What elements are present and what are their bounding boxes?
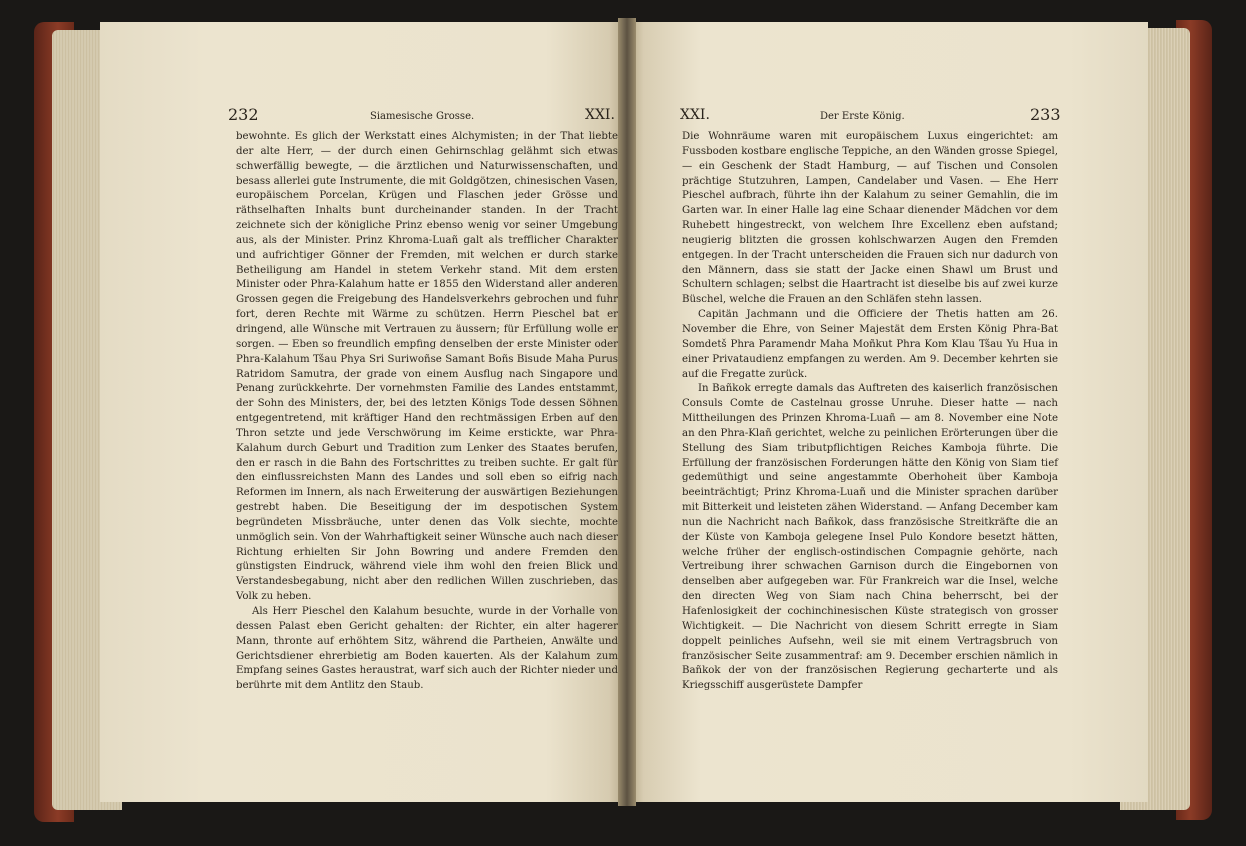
left-chapter-number: XXI. xyxy=(585,107,615,123)
right-paragraph-1: Die Wohnräume waren mit europäischem Luxus eingerichtet: am Fussboden kostbare englische Teppiche, an den Wänden grosse Spiegel, — ein Geschenk der Stadt Hamburg, — auf Tischen und Consolen prächtige Stutzuhren, Lampen, Candelaber und Vasen. — Ehe Herr Pieschel aufbrach, führte ihn der Kalahum zu seiner Gemahlin, die im Garten war. In einer Halle lag eine Schaar dienender Mädchen vor dem Ruhebett hingestreckt, von welchem Ihre Excellenz eben aufstand; neugierig blitzten die grossen kohlschwarzen Augen den Fremden entgegen. In der Tracht unterscheiden die Frauen sich nur dadurch von den Männern, dass sie statt der Jacke einen Shawl um Brust und Schultern schlagen; selbst die Haartracht ist dieselbe bis auf zwei kurze Büschel, welche die Frauen an den Schläfen stehn lassen. xyxy=(682,131,1058,306)
book-gutter xyxy=(618,18,636,806)
left-page xyxy=(100,22,625,802)
left-paragraph-1: bewohnte. Es glich der Werkstatt eines Alchymisten; in der That liebte der alte Herr, — der durch einen Gehirnschlag gelähmt sich etwas schwerfällig bewegte, — die ärztlichen und Naturwissenschaften, und besass allerlei gute Instrumente, die mit Goldgötzen, chinesischen Vasen, europäischem Porcelan, Krügen und Flaschen jeder Grösse und räthselhaften Inhalts bunt durcheinander standen. In der Tracht zeichnete sich der königliche Prinz ebenso wenig vor seiner Umgebung aus, als der Minister. Prinz Khroma-Luañ galt als trefflicher Charakter und aufrichtiger Gönner der Fremden, mit welchen er durch starke Betheiligung am Handel in stetem Verkehr stand. Mit dem ersten Minister oder Phra-Kalahum hatte er 1855 den Widerstand aller anderen Grossen gegen die Freigebung des Handelsverkehrs gebrochen und fuhr fort, deren Rechte mit Wärme zu schützen. Herrn Pieschel bat er dringend, alle Wünsche mit Vertrauen zu äussern; für Erfüllung wolle er sorgen. — Eben so freundlich empfing denselben der erste Minister oder Phra-Kalahum Tšau Phya Sri Suriwoñse Samant Boñs Bisude Maha Purus Ratridom Samutra, der grade von einem Ausflug nach Singapore und Penang zurückkehrte. Der vornehmsten Familie des Landes entstammt, der Sohn des Ministers, der, bei des letzten Königs Tode dessen Söhnen entgegentretend, mit kräftiger Hand den rechtmässigen Erben auf den Thron setzte und jede Verschwörung im Keime erstickte, war Phra-Kalahum durch Geburt und Tradition zum Lenker des Staates berufen, den er rasch in die Bahn des Fortschrittes zu treiben suchte. Er galt für den einflussreichsten Mann des Landes und soll eben so eifrig nach Reformen im Innern, als nach Erweiterung der auswärtigen Beziehungen gestrebt haben. Die Beseitigung der im despotischen System begründeten Missbräuche, unter denen das Volk siechte, mochte unmöglich sein. Von der Wahrhaftigkeit seiner Wünsche auch nach dieser Richtung erhielten Sir John Bowring und andere Fremden den günstigsten Eindruck, während viele ihm wohl den freien Blick und Verstandesbegabung, nicht aber den redlichen Willen zuschrieben, das Volk zu heben. xyxy=(236,131,618,603)
right-page-header xyxy=(628,105,1148,127)
right-page-number: 233 xyxy=(1030,105,1061,124)
left-page-body xyxy=(236,130,618,694)
left-page-header xyxy=(100,105,625,127)
right-running-head: Der Erste König. xyxy=(820,111,905,122)
right-chapter-number: XXI. xyxy=(680,107,710,123)
right-paragraph-3: In Bañkok erregte damals das Auftreten des kaiserlich französischen Consuls Comte de Castelnau grosse Unruhe. Dieser hatte — nach Mittheilungen des Prinzen Khroma-Luañ — am 8. November eine Note an den Phra-Klañ gerichtet, welche zu peinlichen Erörterungen über die Stellung des Siam tributpflichtigen Reiches Kamboja führte. Die Erfüllung der französischen Forderungen hätte den König von Siam tief gedemüthigt und seine angestammte Oberhoheit über Kamboja beeinträchtigt; Prinz Khroma-Luañ und die Minister sprachen darüber mit Bitterkeit und leisteten zähen Widerstand. — Anfang December kam nun die Nachricht nach Bañkok, dass französische Streitkräfte die an der Küste von Kamboja gelegene Insel Pulo Kondore besetzt hätten, welche früher der englisch-ostindischen Compagnie gehörte, nach Vertreibung ihrer schwachen Garnison durch die Eingebornen von denselben aber aufgegeben war. Für Frankreich war die Insel, welche den directen Weg von Siam nach China beherrscht, bei der Hafenlosigkeit der cochinchinesischen Küste strategisch von grosser Wichtigkeit. — Die Nachricht von diesem Schritt erregte in Siam doppelt peinliches Aufsehn, weil sie mit einem Vertragsbruch von französischer Seite zusammentraf: am 9. December erschien nämlich in Bañkok der von der französischen Regierung gecharterte und als Kriegsschiff ausgerüstete Dampfer xyxy=(682,383,1058,692)
right-page xyxy=(628,22,1148,802)
left-running-head: Siamesische Grosse. xyxy=(370,111,475,122)
right-page-body xyxy=(682,130,1058,694)
right-paragraph-2: Capitän Jachmann und die Officiere der Thetis hatten am 26. November die Ehre, von Seiner Majestät dem Ersten König Phra-Bat Somdetš Phra Paramendr Maha Moñkut Phra Kom Klau Tšau Yu Hua in einer Privataudienz empfangen zu werden. Am 9. December kehrten sie auf die Fregatte zurück. xyxy=(682,309,1058,380)
left-page-number: 232 xyxy=(228,105,259,124)
left-paragraph-2: Als Herr Pieschel den Kalahum besuchte, wurde in der Vorhalle von dessen Palast eben Gericht gehalten: der Richter, ein alter hagerer Mann, thronte auf erhöhtem Sitz, während die Partheien, Anwälte und Gerichtsdiener ehrerbietig am Boden kauerten. Als der Kalahum zum Empfang seines Gastes heraustrat, warf sich auch der Richter nieder und berührte mit dem Antlitz den Staub. xyxy=(236,606,618,692)
